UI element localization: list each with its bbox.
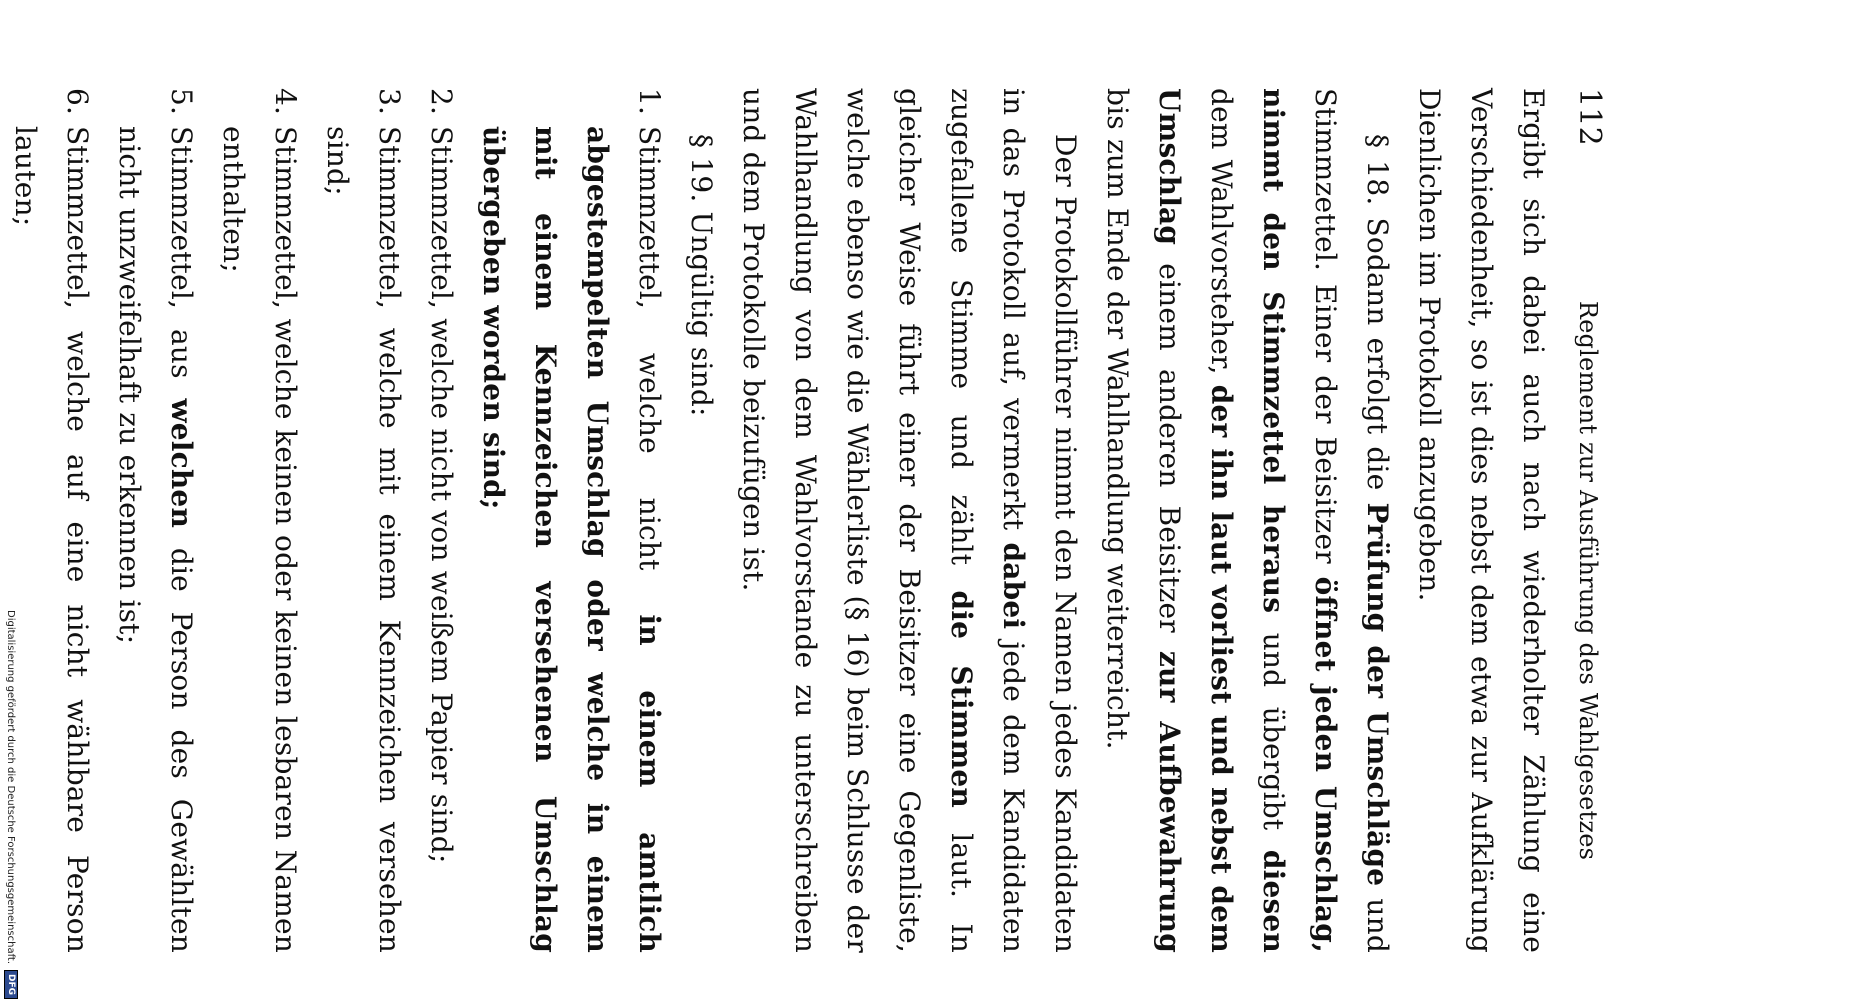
- text: und übergibt: [1257, 613, 1290, 850]
- paragraph-1: Ergibt sich dabei auch nach wiederholter Zählung eine Verschiedenheit, so ist dies nebst dem etwa zur Aufklärung Dienlichen im Protokoll anzugeben.: [1413, 88, 1550, 953]
- running-title: Reglement zur Ausführung des Wahlgesetzes: [1574, 300, 1602, 861]
- invalid-ballots-list: [0, 88, 675, 953]
- emphasis: diesen: [1257, 849, 1290, 953]
- emphasis: welchen: [165, 398, 198, 529]
- text: Stimmzettel, welche auf eine nicht wählbare Person lauten;: [9, 126, 94, 953]
- text: die Person des Gewählten nicht unzweifelhaft zu erkennen ist;: [113, 126, 198, 954]
- text: Stimmzettel, welche mit einem Kennzeichen versehen sind;: [321, 126, 406, 953]
- item-text: [103, 126, 207, 953]
- text: laut. In gleicher Weise führt einer der Beisitzer eine Gegenliste, welche ebenso wie die Wählerliste (§ 16) beim Schlusse der Wahlhandlung von dem Wahlvorstande zu unterschreiben und dem Protokolle beizufügen ist.: [737, 88, 978, 953]
- list-item: [207, 88, 311, 953]
- item-text: [311, 126, 415, 953]
- page-header: [1563, 88, 1615, 953]
- paragraph-18: [1091, 88, 1403, 953]
- credit-text: Digitalisierung gefördert durch die Deutsche Forschungsgemeinschaft.: [5, 610, 17, 965]
- text: Stimmzettel, aus: [165, 126, 198, 399]
- item-number: 4.: [269, 88, 302, 116]
- item-text: [0, 126, 103, 953]
- item-number: 6.: [61, 88, 94, 116]
- paragraph-protokoll: [727, 88, 1091, 953]
- text: Stimmzettel, welche nicht von weißem Papier sind;: [425, 126, 458, 864]
- list-item: [415, 88, 467, 953]
- emphasis: die Stimmen: [945, 590, 978, 808]
- list-item: [0, 88, 103, 953]
- text: Der Protokollführer nimmt den Namen jedes Kandidaten in das Protokoll auf, vermerkt: [997, 88, 1082, 953]
- text: und Stimmzettel. Einer der Beisitzer: [1309, 88, 1394, 953]
- page-number: 112: [1572, 88, 1607, 146]
- list-item: [467, 88, 675, 953]
- dfg-logo: DFG: [4, 970, 18, 999]
- item-text: [415, 126, 467, 953]
- emphasis: der ihn laut vorliest und nebst dem Umschlag: [1153, 88, 1238, 953]
- text: bis zum Ende der Wahlhandlung weiterreicht.: [1101, 88, 1134, 750]
- list-item: [103, 88, 207, 953]
- emphasis: öffnet jeden Umschlag, nimmt den Stimmzettel heraus: [1257, 88, 1342, 953]
- item-text: [207, 126, 311, 953]
- text: Stimmzettel, welche nicht: [633, 126, 666, 615]
- text: einem anderen Beisitzer: [1153, 245, 1186, 651]
- text: § 18. Sodann erfolgt die: [1361, 134, 1394, 503]
- item-number: 2.: [425, 88, 458, 116]
- item-number: 5.: [165, 88, 198, 116]
- emphasis: zur Aufbewahrung: [1153, 650, 1186, 953]
- emphasis: dabei: [997, 542, 1030, 630]
- item-number: 1.: [633, 88, 666, 116]
- emphasis: Prüfung der Umschläge: [1361, 502, 1394, 887]
- text: jede dem Kandidaten zugefallene Stimme und zählt: [945, 88, 1030, 953]
- item-text: [467, 126, 675, 953]
- emphasis: in einem amtlich abgestempelten Umschlag oder welche in einem mit einem Kennzeichen versehenen Umschlag übergeben worden sind;: [477, 126, 666, 953]
- paragraph-19: § 19. Ungültig sind:: [685, 134, 718, 417]
- text: Stimmzettel, welche keinen oder keinen lesbaren Namen enthalten;: [217, 126, 302, 953]
- text: dem Wahlvorsteher,: [1205, 88, 1238, 385]
- item-number: 3.: [373, 88, 406, 116]
- list-item: [311, 88, 415, 953]
